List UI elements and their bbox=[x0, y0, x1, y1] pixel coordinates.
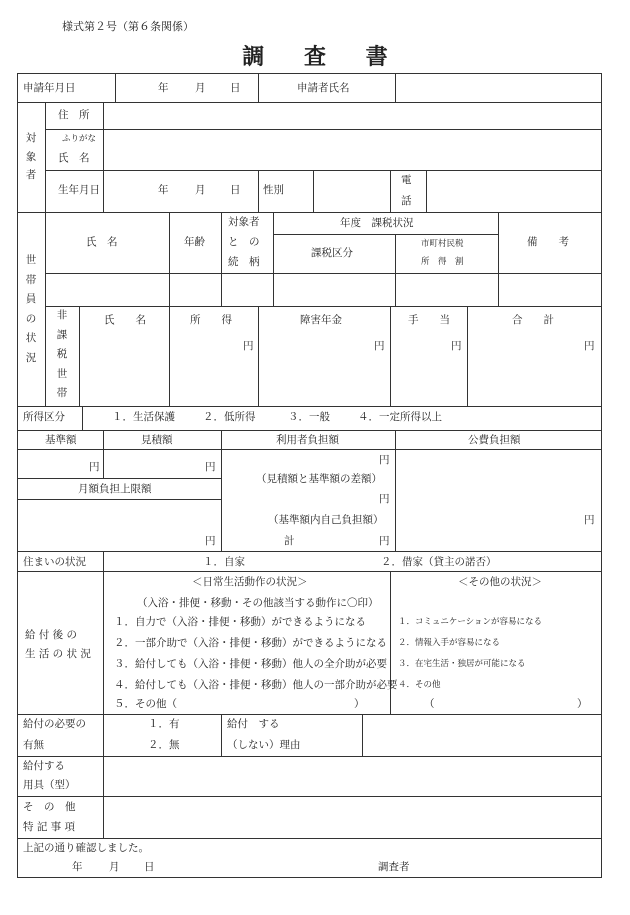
target-person-label: 対 象 者 bbox=[25, 132, 37, 181]
base-amount-header: 基準額 bbox=[45, 434, 77, 446]
table-rule bbox=[17, 571, 602, 572]
table-rule bbox=[390, 306, 391, 406]
daily-item: １．自力で（入浴・排便・移動）ができるようになる bbox=[114, 616, 366, 628]
other-item: ４．その他 bbox=[398, 680, 441, 690]
table-rule bbox=[258, 170, 259, 212]
table-rule bbox=[362, 714, 363, 756]
housing-own-option: １．自家 bbox=[203, 556, 245, 568]
yen-unit: 円 bbox=[379, 493, 390, 505]
table-rule bbox=[45, 306, 602, 307]
table-rule bbox=[169, 306, 170, 406]
table-rule bbox=[103, 430, 104, 478]
month-label: 月 bbox=[195, 184, 206, 196]
self-burden-note: （基準額内自己負担額） bbox=[268, 514, 384, 526]
income-class-label: 所得区分 bbox=[23, 411, 65, 423]
yen-unit: 円 bbox=[89, 461, 100, 473]
necessity-label-2: 有無 bbox=[23, 739, 44, 751]
municipal-tax-header: 市町村民税 bbox=[421, 239, 464, 249]
equipment-label-1: 給付する bbox=[23, 760, 65, 772]
income-ratio-header: 所 得 割 bbox=[421, 257, 464, 267]
yen-unit: 円 bbox=[584, 514, 595, 526]
table-rule bbox=[45, 170, 602, 171]
income-class-option: １．生活保護 bbox=[112, 411, 175, 423]
household-label: 世 帯 員 の 状 況 bbox=[25, 254, 37, 364]
user-burden-header: 利用者負担額 bbox=[276, 434, 339, 446]
table-rule bbox=[17, 499, 221, 500]
table-rule bbox=[17, 212, 602, 213]
daily-activity-note: （入浴・排便・移動・その他該当する動作に〇印） bbox=[137, 597, 379, 609]
table-rule bbox=[45, 102, 46, 406]
other-item: ２．情報入手が容易になる bbox=[398, 638, 501, 648]
table-rule bbox=[258, 306, 259, 406]
table-rule bbox=[45, 273, 602, 274]
other-item: ３．在宅生活・独居が可能になる bbox=[398, 659, 526, 669]
table-rule bbox=[313, 170, 314, 212]
total-header: 合 計 bbox=[512, 314, 554, 326]
year-label: 年 bbox=[72, 861, 83, 873]
table-rule bbox=[273, 212, 274, 306]
necessity-label-1: 給付の必要の bbox=[23, 718, 86, 730]
address-label: 住 所 bbox=[58, 109, 90, 121]
daily-item: ４．給付しても（入浴・排便・移動）他人の一部介助が必要 bbox=[114, 679, 398, 691]
tax-status-header: 年度 課税状況 bbox=[340, 217, 414, 229]
daily-item: ３．給付しても（入浴・排便・移動）他人の全介助が必要 bbox=[114, 658, 387, 670]
yen-unit: 円 bbox=[243, 340, 254, 352]
table-rule bbox=[390, 170, 391, 212]
reason-label-2: （しない）理由 bbox=[227, 739, 301, 751]
allowance-header: 手 当 bbox=[408, 314, 450, 326]
table-rule bbox=[395, 73, 396, 102]
estimate-amount-header: 見積額 bbox=[141, 434, 173, 446]
tax-class-header: 課税区分 bbox=[311, 247, 353, 259]
yen-unit: 円 bbox=[205, 461, 216, 473]
title-char: 書 bbox=[365, 44, 388, 70]
tel-label-2: 話 bbox=[401, 195, 412, 207]
necessity-yes-option: １．有 bbox=[148, 718, 180, 730]
income-class-option: ２．低所得 bbox=[203, 411, 256, 423]
name-label: 氏 名 bbox=[58, 152, 90, 164]
table-rule bbox=[258, 73, 259, 102]
table-rule bbox=[17, 449, 602, 450]
housing-rent-option: ２．借家（貸主の諾否） bbox=[381, 556, 497, 568]
table-rule bbox=[395, 234, 396, 306]
table-rule bbox=[17, 714, 602, 715]
year-label: 年 bbox=[158, 184, 169, 196]
life-status-label-2: 生 活 の 状 況 bbox=[25, 648, 91, 660]
inspector-label: 調査者 bbox=[378, 861, 410, 873]
nontax-name-header: 氏 名 bbox=[104, 314, 146, 326]
table-rule bbox=[390, 571, 391, 714]
table-rule bbox=[17, 478, 221, 479]
table-rule bbox=[273, 234, 498, 235]
day-label: 日 bbox=[230, 82, 241, 94]
table-rule bbox=[498, 212, 499, 306]
table-rule bbox=[17, 756, 602, 757]
title-char: 査 bbox=[303, 44, 326, 70]
yen-unit: 円 bbox=[379, 535, 390, 547]
table-rule bbox=[426, 170, 427, 212]
reason-label-1: 給付 する bbox=[227, 718, 280, 730]
remarks-header: 備 考 bbox=[527, 236, 569, 248]
tel-label-1: 電 bbox=[401, 174, 412, 186]
furigana-label: ふりがな bbox=[62, 134, 97, 144]
life-status-label-1: 給 付 後 の bbox=[25, 629, 78, 641]
table-rule bbox=[17, 796, 602, 797]
remarks-label-1: そ の 他 bbox=[23, 801, 76, 813]
page-title bbox=[0, 40, 630, 71]
housing-label: 住まいの状況 bbox=[23, 556, 86, 568]
other-item-close: ） bbox=[577, 698, 588, 710]
table-rule bbox=[395, 430, 396, 551]
nontax-household-label: 非 課 税 世 帯 bbox=[56, 309, 68, 399]
yen-unit: 円 bbox=[205, 535, 216, 547]
table-rule bbox=[17, 551, 602, 552]
day-label: 日 bbox=[230, 184, 241, 196]
yen-unit: 円 bbox=[451, 340, 462, 352]
relation-header-3: 続 柄 bbox=[228, 256, 260, 268]
income-class-option: ３．一般 bbox=[288, 411, 330, 423]
other-status-title: ＜その他の状況＞ bbox=[458, 576, 542, 588]
disability-pension-header: 障害年金 bbox=[300, 314, 342, 326]
daily-item-close: ） bbox=[354, 698, 365, 710]
year-label: 年 bbox=[158, 82, 169, 94]
confirmation-text: 上記の通り確認しました。 bbox=[23, 842, 149, 854]
table-rule bbox=[221, 430, 222, 551]
yen-unit: 円 bbox=[584, 340, 595, 352]
total-label: 計 bbox=[284, 535, 295, 547]
table-rule bbox=[103, 102, 104, 212]
month-label: 月 bbox=[109, 861, 120, 873]
day-label: 日 bbox=[144, 861, 155, 873]
table-rule bbox=[45, 129, 602, 130]
income-class-option: ４．一定所得以上 bbox=[358, 411, 442, 423]
daily-item: ５．その他（ bbox=[114, 698, 177, 710]
table-rule bbox=[17, 102, 602, 103]
table-rule bbox=[17, 430, 602, 431]
equipment-label-2: 用具（型） bbox=[23, 779, 76, 791]
daily-item: ２．一部介助で（入浴・排便・移動）ができるようになる bbox=[114, 637, 387, 649]
month-label: 月 bbox=[195, 82, 206, 94]
table-rule bbox=[115, 73, 116, 102]
difference-note: （見積額と基準額の差額） bbox=[256, 473, 382, 485]
relation-header-1: 対象者 bbox=[228, 216, 260, 228]
necessity-no-option: ２．無 bbox=[148, 739, 180, 751]
table-rule bbox=[79, 306, 80, 406]
title-char: 調 bbox=[242, 44, 265, 70]
birth-date-label: 生年月日 bbox=[58, 184, 100, 196]
table-rule bbox=[17, 406, 602, 407]
applicant-name-label: 申請者氏名 bbox=[297, 82, 350, 94]
monthly-limit-label: 月額負担上限額 bbox=[78, 483, 152, 495]
income-header: 所 得 bbox=[190, 314, 232, 326]
table-rule bbox=[82, 406, 83, 430]
public-burden-header: 公費負担額 bbox=[468, 434, 521, 446]
household-name-header: 氏 名 bbox=[86, 236, 118, 248]
table-rule bbox=[103, 551, 104, 838]
yen-unit: 円 bbox=[379, 454, 390, 466]
other-item: １．コミュニケーションが容易になる bbox=[398, 617, 542, 627]
form-number: 様式第２号（第６条関係） bbox=[62, 20, 194, 33]
relation-header-2: と の bbox=[228, 236, 260, 248]
apply-date-label: 申請年月日 bbox=[23, 82, 76, 94]
other-item-open: （ bbox=[424, 698, 435, 710]
yen-unit: 円 bbox=[374, 340, 385, 352]
table-rule bbox=[17, 838, 602, 839]
daily-activity-title: ＜日常生活動作の状況＞ bbox=[192, 576, 308, 588]
remarks-label-2: 特 記 事 項 bbox=[23, 821, 76, 833]
age-header: 年齢 bbox=[184, 236, 205, 248]
table-rule bbox=[221, 212, 222, 306]
table-rule bbox=[169, 212, 170, 306]
table-rule bbox=[467, 306, 468, 406]
sex-label: 性別 bbox=[263, 184, 284, 196]
table-rule bbox=[221, 714, 222, 756]
